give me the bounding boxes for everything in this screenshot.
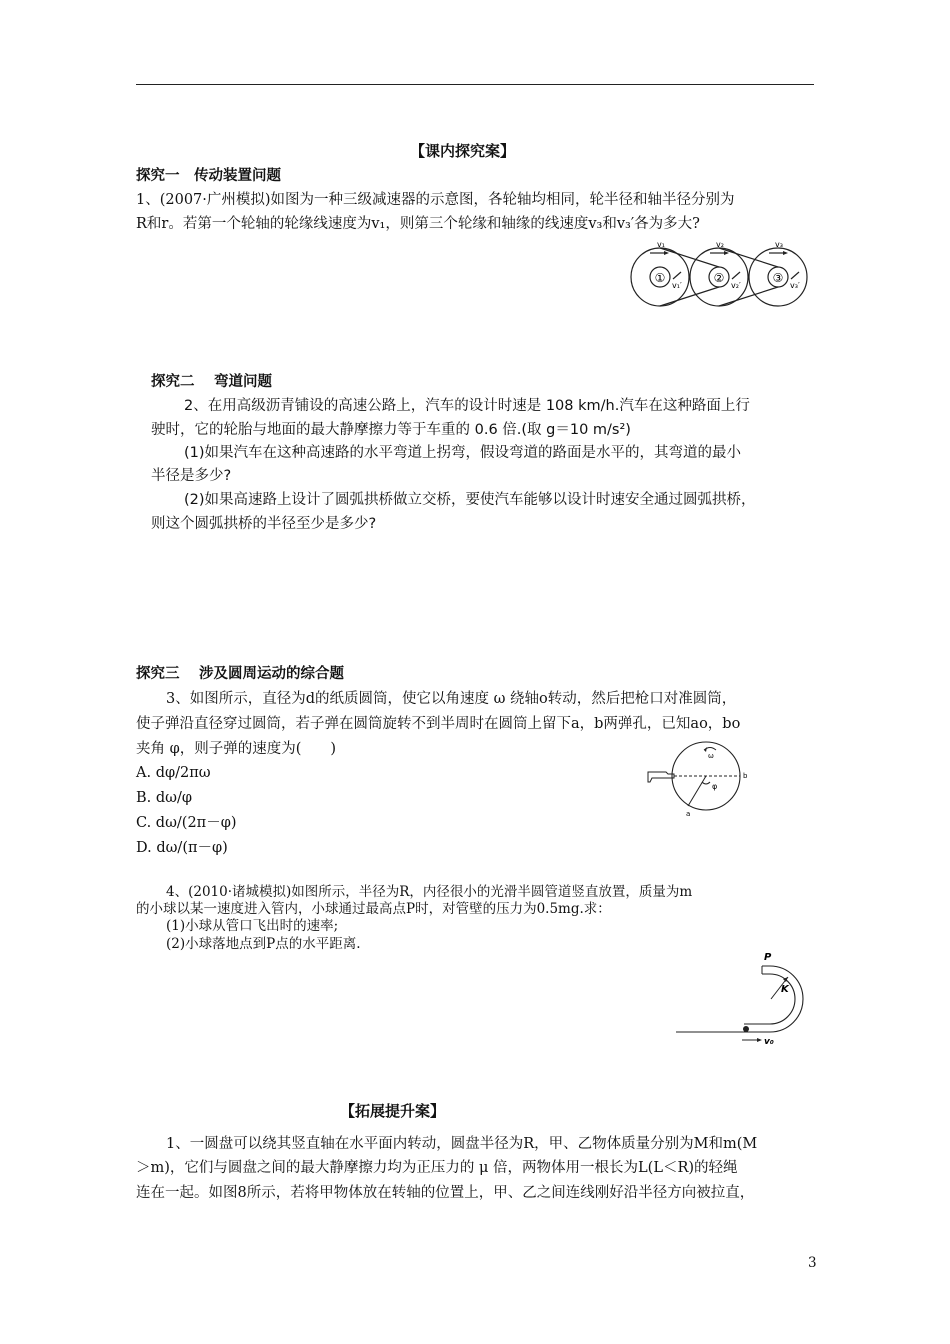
heading-explore-2: 探究二 弯道问题 [151, 374, 273, 390]
question-2-part-1-line-1: (1)如果汽车在这种高速路的水平弯道上拐弯，假设弯道的路面是水平的，其弯道的最小 [184, 445, 742, 461]
question-4-line-1: 4、(2010·诸城模拟)如图所示，半径为R，内径很小的光滑半圆管道竖直放置，质量为m [166, 884, 693, 900]
option-d: D. dω/(π－φ) [136, 840, 228, 856]
question-3-line-3: 夹角 φ，则子弹的速度为( ) [136, 741, 337, 757]
v3-label: v₃ [775, 240, 783, 249]
header-rule [136, 84, 814, 85]
k-label: K [781, 984, 789, 995]
section-title: 【课内探究案】 [410, 142, 516, 160]
point-p-label: P [764, 952, 772, 963]
question-3-line-1: 3、如图所示，直径为d的纸质圆筒，使它以角速度 ω 绕轴o转动，然后把枪口对准圆筒， [166, 691, 737, 707]
extension-q1-line-3: 连在一起。如图8所示，若将甲物体放在转轴的位置上，甲、乙之间连线刚好沿半径方向被拉直， [136, 1185, 755, 1201]
option-b: B. dω/φ [136, 790, 193, 806]
heading-explore-1: 探究一 传动装置问题 [136, 167, 281, 184]
question-1-line-2: R和r。若第一个轮轴的轮缘线速度为v₁，则第三个轮缘和轴缘的线速度v₃和v₃′各为多大? [136, 216, 700, 232]
question-2-part-2-line-2: 则这个圆弧拱桥的半径至少是多少? [151, 516, 377, 532]
wheel-1-label: ① [654, 271, 666, 285]
v1-prime-label: v₁′ [672, 281, 682, 290]
cylinder-bullet-figure [644, 738, 756, 818]
question-4-part-1: (1)小球从管口飞出时的速率; [166, 918, 339, 934]
extension-q1-line-1: 1、一圆盘可以绕其竖直轴在水平面内转动，圆盘半径为R，甲、乙物体质量分别为M和m(M [166, 1136, 758, 1152]
semicircle-pipe-figure [676, 932, 826, 1047]
v1-label: v₁ [657, 240, 665, 249]
v2-label: v₂ [716, 240, 724, 249]
hole-a-label: a [686, 810, 691, 818]
omega-label: ω [708, 752, 714, 760]
wheel-3-label: ③ [772, 271, 784, 285]
gear-reducer-figure [628, 236, 813, 312]
question-2-line-1: 2、在用高级沥青铺设的高速公路上，汽车的设计时速是 108 km/h.汽车在这种路面上行 [184, 398, 750, 414]
question-3-line-2: 使子弹沿直径穿过圆筒，若子弹在圆筒旋转不到半周时在圆筒上留下a，b两弹孔，已知ao，bo [136, 716, 741, 732]
question-4-line-2: 的小球以某一速度进入管内，小球通过最高点P时，对管壁的压力为0.5mg.求： [136, 901, 611, 917]
extension-title: 【拓展提升案】 [340, 1102, 446, 1120]
question-2-part-2-line-1: (2)如果高速路上设计了圆弧拱桥做立交桥，要使汽车能够以设计时速安全通过圆弧拱桥， [184, 492, 756, 508]
phi-label: φ [712, 782, 718, 791]
heading-explore-3: 探究三 涉及圆周运动的综合题 [136, 665, 345, 682]
v0-label: v₀ [764, 1037, 774, 1047]
v2-prime-label: v₂′ [731, 281, 741, 290]
extension-q1-line-2: ＞m)，它们与圆盘之间的最大静摩擦力均为正压力的 μ 倍，两物体用一根长为L(L＜R)的轻绳 [136, 1160, 738, 1176]
hole-b-label: b [743, 772, 748, 780]
question-2-part-1-line-2: 半径是多少? [151, 468, 232, 484]
question-1-line-1: 1、(2007·广州模拟)如图为一种三级减速器的示意图，各轮轴均相同，轮半径和轴半径分别为 [136, 192, 735, 208]
v3-prime-label: v₃′ [790, 281, 800, 290]
wheel-2-label: ② [713, 271, 725, 285]
question-2-line-2: 驶时，它的轮胎与地面的最大静摩擦力等于车重的 0.6 倍.(取 g＝10 m/s²) [151, 422, 631, 438]
option-a: A. dφ/2πω [136, 765, 211, 781]
question-4-part-2: (2)小球落地点到P点的水平距离. [166, 936, 361, 952]
page-number: 3 [808, 1255, 817, 1271]
option-c: C. dω/(2π－φ) [136, 815, 237, 831]
